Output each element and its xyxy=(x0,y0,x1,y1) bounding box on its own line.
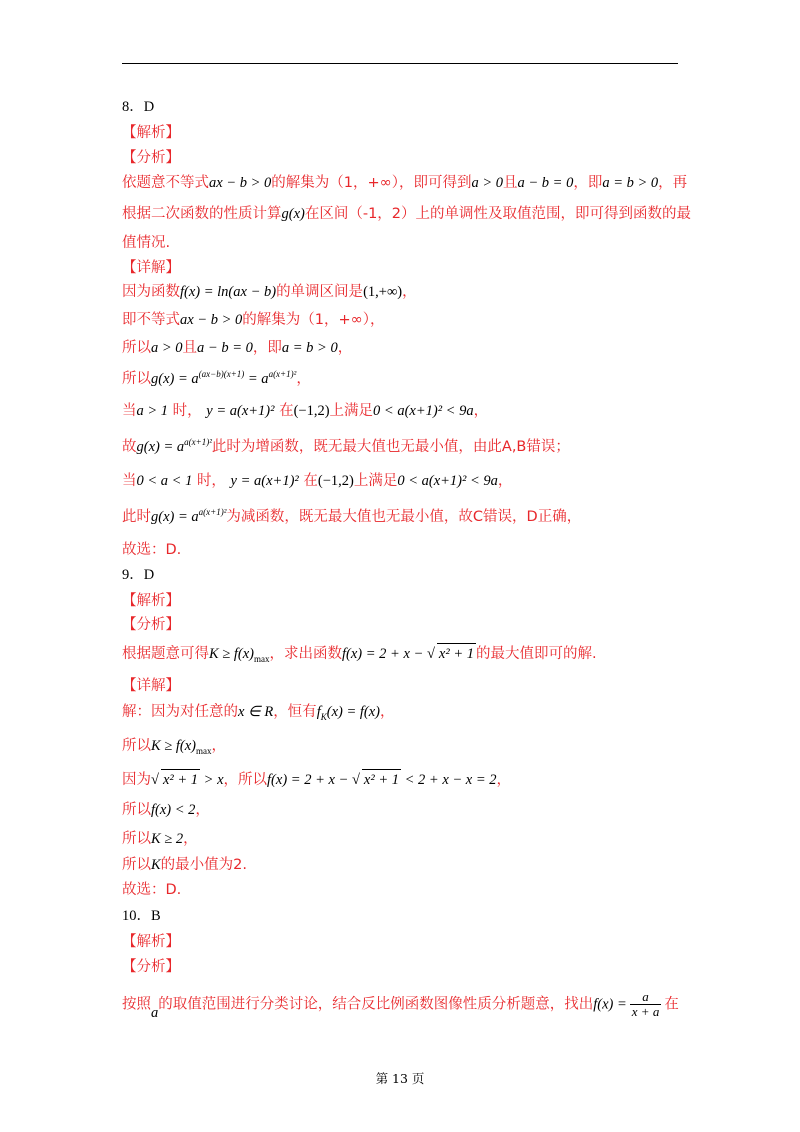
q8-detail-line9: 故选：D. xyxy=(122,542,182,558)
q8-detail-line6: 故$g(x) = a^{a(x+1)^2}$此时为增函数，既无最大值也无最小值，由此A,B错误； xyxy=(122,437,570,455)
page-number: 第 13 页 xyxy=(375,1071,425,1086)
header-rule xyxy=(122,63,678,64)
q8-detail-line3: 所以a > 0且a − b = 0，即a = b > 0， xyxy=(122,340,353,356)
q9-detail-line7: 故选：D. xyxy=(122,882,182,898)
q8-xiangjie: 【详解】 xyxy=(122,260,180,276)
q9-detail-line4: 所以f(x) < 2， xyxy=(122,802,210,818)
q10-fenxi: 【分析】 xyxy=(122,959,180,975)
q8-detail-line4: 所以$g(x) = a^{(ax-b)(x+1)} = a^{a(x+1)^2}$， xyxy=(122,369,311,387)
q9-detail-line3: 因为√ x² + 1 > x，所以f(x) = 2 + x − √ x² + 1 < 2 + x − x = 2， xyxy=(122,769,511,790)
q9-answer: 9．D xyxy=(122,567,155,583)
q8-answer: 8．D xyxy=(122,99,155,115)
q9-fenxi: 【分析】 xyxy=(122,617,180,633)
q9-detail-line2: 所以$K \ge f(x)_{max}$， xyxy=(122,738,227,756)
q9-detail-line6: 所以K的最小值为2. xyxy=(122,857,248,873)
q10-answer: 10．B xyxy=(122,908,161,924)
q9-detail-line5: 所以K ≥ 2， xyxy=(122,831,198,847)
q8-analysis-line2: 根据二次函数的性质计算g(x)在区间（-1，2）上的单调性及取值范围，即可得到函数的最 xyxy=(122,206,692,222)
fraction-a-over-x-plus-a: $\frac{a}{x + a}$ xyxy=(631,989,660,1019)
q8-analysis-line1: 依题意不等式ax − b > 0的解集为（1，+∞），即可得到a > 0且a − b = 0，即a = b > 0，再 xyxy=(122,175,688,191)
q9-jiexi: 【解析】 xyxy=(122,593,180,609)
q8-detail-line5: 当a > 1 时， y = a(x+1)² 在(−1,2)上满足0 < a(x+1)² < 9a， xyxy=(122,403,489,419)
q10-jiexi: 【解析】 xyxy=(122,934,180,950)
q8-detail-line7: 当0 < a < 1 时， y = a(x+1)² 在(−1,2)上满足0 < a(x+1)² < 9a， xyxy=(122,473,513,489)
q8-analysis-line3: 值情况. xyxy=(122,235,171,251)
q8-detail-line8: 此时$g(x) = a^{a(x+1)^2}$为减函数，既无最大值也无最小值，故C错误，D正确， xyxy=(122,507,582,525)
q10-analysis-line1: 按照a的取值范围进行分类讨论，结合反比例函数图像性质分析题意，找出f(x) = $\frac{a}{x + a}$ 在 xyxy=(122,989,679,1021)
q9-analysis-line1: 根据题意可得$K \ge f(x)_{max}$，求出函数f(x) = 2 + x − √ x² + 1 的最大值即可的解. xyxy=(122,643,597,664)
q8-detail-line1: 因为函数f(x) = ln(ax − b)的单调区间是(1,+∞)， xyxy=(122,284,417,300)
q8-fenxi: 【分析】 xyxy=(122,150,180,166)
q9-xiangjie: 【详解】 xyxy=(122,678,180,694)
q9-detail-line1: 解：因为对任意的x ∈ R，恒有$f_K(x) = f(x)$， xyxy=(122,704,395,722)
q8-detail-line2: 即不等式ax − b > 0的解集为（1，+∞）， xyxy=(122,312,385,328)
q8-jiexi: 【解析】 xyxy=(122,125,180,141)
